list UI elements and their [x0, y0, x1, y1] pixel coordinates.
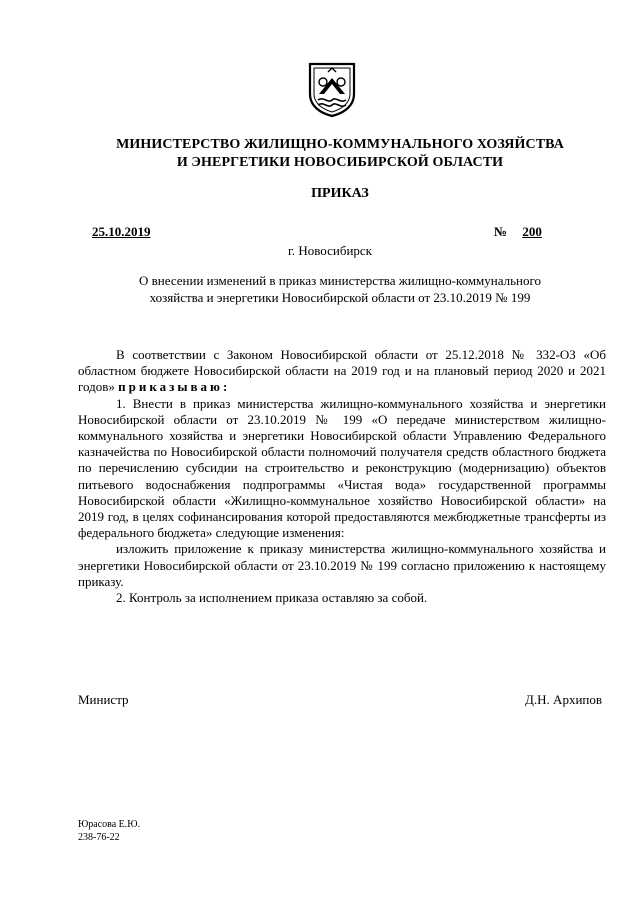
order-date — [78, 224, 165, 240]
subject-line-2: хозяйства и энергетики Новосибирской области от 23.10.2019 № 199 — [149, 290, 531, 305]
order-number — [494, 224, 576, 240]
order-body — [78, 347, 606, 606]
city: г. Новосибирск — [287, 243, 372, 258]
order-word: приказываю: — [118, 379, 231, 395]
order-subject — [95, 272, 585, 306]
paragraph-1: 1. Внести в приказ министерства жилищно-коммунального хозяйства и энергетики Новосибирской области от 23.10.2019 № 199 «О передаче министерством жилищно-коммунального хозяйства и энергетики Новосибирской области Управлению Федерального казначейства по Новосибирской области полномочий получателя средств областного бюджета по перечислению субсидии на строительство и реконструкцию (модернизацию) объектов питьевого водоснабжения подпрограммы «Чистая вода» государственной программы Новосибирской области «Жилищно-коммунальное хозяйство Новосибирской области» на 2019 год, в целях софинансирования которой предоставляются межбюджетные трансферты из федерального бюджета» следующие изменения: — [78, 395, 606, 541]
paragraph-2: 2. Контроль за исполнением приказа оставляю за собой. — [116, 590, 428, 606]
executor-info — [78, 818, 140, 844]
coat-of-arms-emblem — [306, 60, 358, 118]
order-date-value: 25.10.2019 — [92, 224, 151, 239]
subject-line-1: О внесении изменений в приказ министерства жилищно-коммунального — [139, 273, 541, 288]
number-label: № — [494, 224, 508, 239]
ministry-line-2: И ЭНЕРГЕТИКИ НОВОСИБИРСКОЙ ОБЛАСТИ — [176, 155, 504, 170]
preamble-text: В соответствии с Законом Новосибирской области от 25.12.2018 № 332-ОЗ «Об областном бюджете Новосибирской области на 2019 год и на плановый период 2020 и 2021 годов» — [78, 347, 606, 395]
executor-name: Юрасова Е.Ю. — [78, 819, 141, 830]
signatory-name: Д.Н. Архипов — [525, 692, 602, 707]
order-number-value: 200 — [522, 224, 542, 239]
ministry-line-1: МИНИСТЕРСТВО ЖИЛИЩНО-КОММУНАЛЬНОГО ХОЗЯЙСТВА — [116, 137, 564, 152]
signatory-position: Министр — [78, 692, 129, 707]
document-type: ПРИКАЗ — [311, 186, 369, 201]
ministry-name — [40, 136, 640, 172]
paragraph-1-change: изложить приложение к приказу министерства жилищно-коммунального хозяйства и энергетики Новосибирской области от 23.10.2019 № 199 согласно приложению к настоящему приказу. — [78, 541, 606, 589]
executor-phone: 238-76-22 — [78, 832, 120, 843]
preamble-paragraph — [78, 347, 606, 396]
